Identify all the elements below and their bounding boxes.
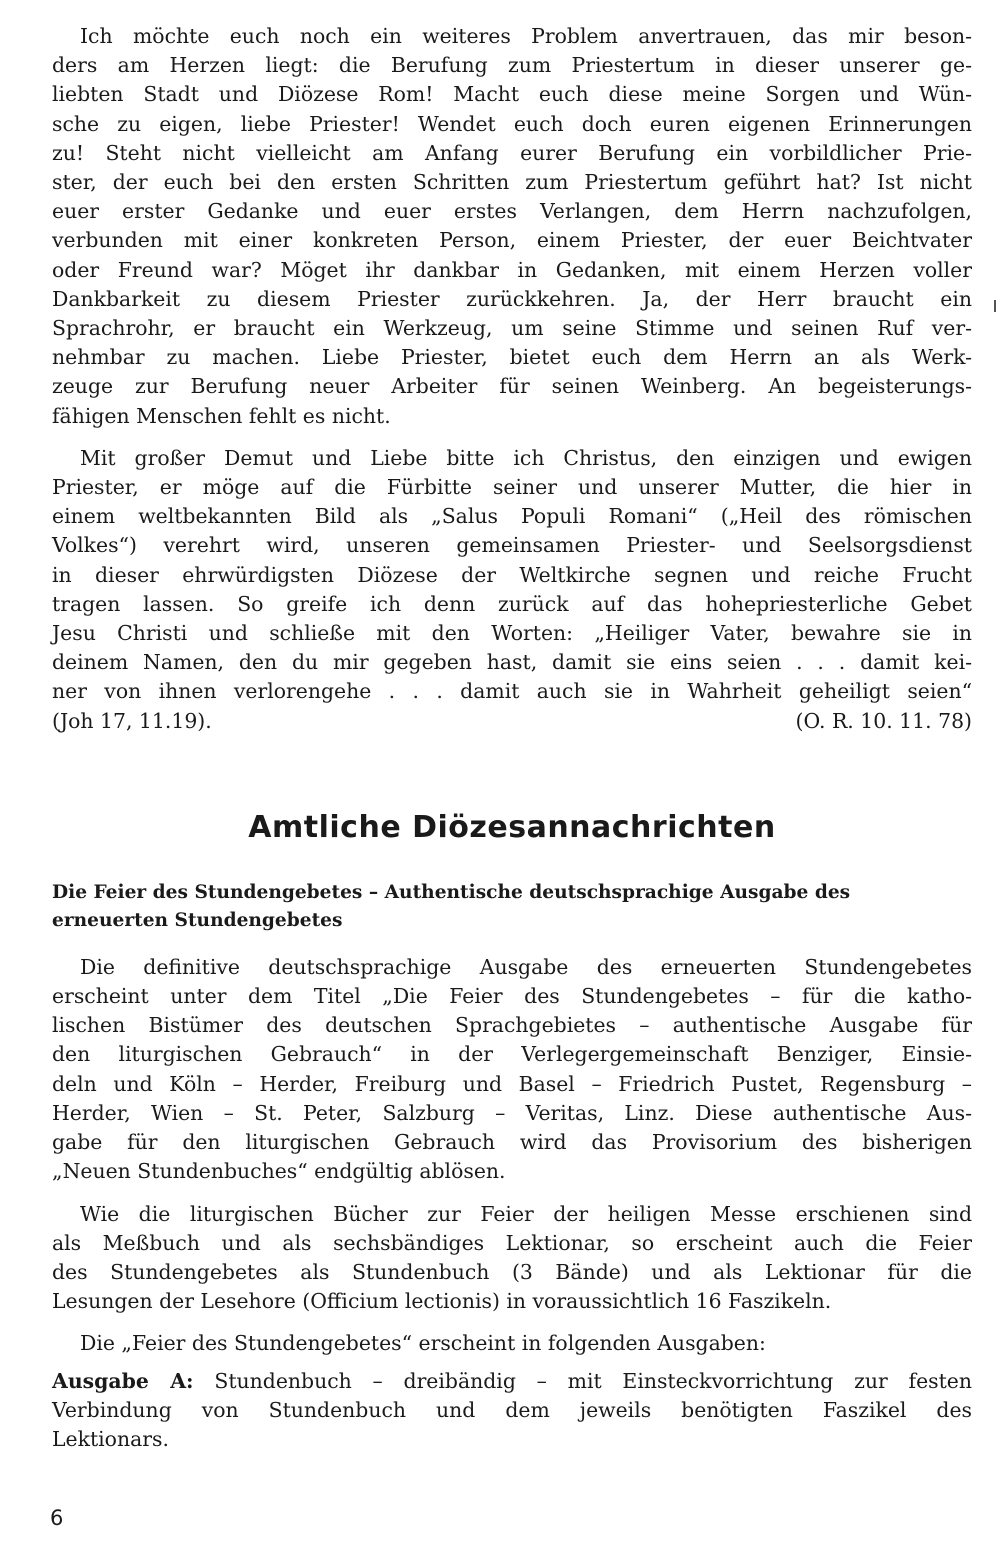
text-line: nehmbar zu machen. Liebe Priester, bietet euch dem Herrn an als Werk- bbox=[52, 345, 972, 370]
text-line: erscheint unter dem Titel „Die Feier des Stundengebetes – für die katho- bbox=[52, 984, 972, 1009]
text-line: Die „Feier des Stundengebetes“ erscheint in folgenden Ausgaben: bbox=[80, 1331, 766, 1356]
text-line: liebten Stadt und Diözese Rom! Macht euch diese meine Sorgen und Wün- bbox=[52, 82, 972, 107]
text-line: deinem Namen, den du mir gegeben hast, damit sie eins seien . . . damit kei- bbox=[52, 650, 972, 675]
text-line: verbunden mit einer konkreten Person, einem Priester, der euer Beichtvater bbox=[52, 228, 972, 253]
text-line: Die definitive deutschsprachige Ausgabe des erneuerten Stundengebetes bbox=[80, 954, 972, 979]
text-line: Sprachrohr, er braucht ein Werkzeug, um seine Stimme und seinen Ruf ver- bbox=[52, 316, 972, 341]
text-line: fähigen Menschen fehlt es nicht. bbox=[52, 403, 391, 428]
paragraph-priesthood-vocation bbox=[52, 22, 972, 431]
paragraph-definitive-edition bbox=[52, 953, 972, 1187]
text-line: Ich möchte euch noch ein weiteres Problem anvertrauen, das mir beson- bbox=[80, 24, 972, 48]
article-subheading bbox=[52, 879, 972, 935]
text-line: gabe für den liturgischen Gebrauch wird das Provisorium des bisherigen bbox=[52, 1130, 972, 1155]
text-line: Mit großer Demut und Liebe bitte ich Christus, den einzigen und ewigen bbox=[80, 445, 972, 470]
text-line: Priester, er möge auf die Fürbitte seiner und unserer Mutter, die hier in bbox=[52, 475, 972, 500]
text-line: Ausgabe A: Stundenbuch – dreibändig – mit Einsteckvorrichtung zur festen bbox=[52, 1368, 972, 1393]
text-line: lischen Bistümer des deutschen Sprachgebietes – authentische Ausgabe für bbox=[52, 1013, 972, 1038]
text-line: „Neuen Stundenbuches“ endgültig ablösen. bbox=[52, 1159, 506, 1184]
section-heading: Amtliche Diözesannachrichten bbox=[248, 809, 776, 845]
text-line: in dieser ehrwürdigsten Diözese der Weltkirche segnen und reiche Frucht bbox=[52, 562, 972, 587]
text-line: sche zu eigen, liebe Priester! Wendet euch doch euren eigenen Erinnerungen bbox=[52, 111, 972, 136]
text-line: des Stundengebetes als Stundenbuch (3 Bände) und als Lektionar für die bbox=[52, 1259, 972, 1284]
text-line: euer erster Gedanke und euer erstes Verlangen, dem Herrn nachzufolgen, bbox=[52, 199, 972, 224]
document-page bbox=[52, 22, 972, 1454]
page-number: 6 bbox=[50, 1506, 64, 1530]
subheading-line: Die Feier des Stundengebetes – Authentische deutschsprachige Ausgabe des bbox=[52, 881, 851, 903]
scan-edge-mark bbox=[994, 300, 996, 312]
text-line: Lektionars. bbox=[52, 1426, 169, 1451]
text-line: einem weltbekannten Bild als „Salus Populi Romani“ („Heil des römischen bbox=[52, 504, 972, 529]
text-line: Volkes“) verehrt wird, unseren gemeinsamen Priester- und Seelsorgsdienst bbox=[52, 533, 972, 558]
text-line: ster, der euch bei den ersten Schritten zum Priestertum geführt hat? Ist nicht bbox=[52, 170, 972, 195]
citation-scripture: (Joh 17, 11.19). bbox=[52, 708, 212, 733]
text-line: Dankbarkeit zu diesem Priester zurückkehren. Ja, der Herr braucht ein bbox=[52, 286, 972, 311]
paragraph-prayer-to-christ bbox=[52, 444, 972, 707]
text-line: Wie die liturgischen Bücher zur Feier der heiligen Messe erschienen sind bbox=[80, 1201, 972, 1226]
edition-label: Ausgabe A: bbox=[52, 1368, 194, 1393]
text-line: Herder, Wien – St. Peter, Salzburg – Veritas, Linz. Diese authentische Aus- bbox=[52, 1100, 972, 1125]
text-line: oder Freund war? Möget ihr dankbar in Gedanken, mit einem Herzen voller bbox=[52, 257, 972, 282]
citation-row bbox=[52, 707, 972, 736]
text-line: den liturgischen Gebrauch“ in der Verlegergemeinschaft Benziger, Einsie- bbox=[52, 1042, 972, 1067]
text-line: zeuge zur Berufung neuer Arbeiter für seinen Weinberg. An begeisterungs- bbox=[52, 374, 972, 399]
subheading-line: erneuerten Stundengebetes bbox=[52, 909, 343, 931]
text-line: deln und Köln – Herder, Freiburg und Basel – Friedrich Pustet, Regensburg – bbox=[52, 1071, 972, 1096]
text-line: als Meßbuch und als sechsbändiges Lektionar, so erscheint auch die Feier bbox=[52, 1230, 972, 1255]
citation-source: (O. R. 10. 11. 78) bbox=[795, 708, 972, 733]
text-line: Verbindung von Stundenbuch und dem jeweils benötigten Faszikel des bbox=[52, 1397, 972, 1422]
text-line: zu! Steht nicht vielleicht am Anfang eurer Berufung ein vorbildlicher Prie- bbox=[52, 140, 972, 165]
paragraph-editions-intro bbox=[52, 1329, 972, 1358]
text-line: tragen lassen. So greife ich denn zurück auf das hohepriesterliche Gebet bbox=[52, 591, 972, 616]
paragraph-ausgabe-a bbox=[52, 1367, 972, 1455]
text-line: ner von ihnen verlorengehe . . . damit auch sie in Wahrheit geheiligt seien“ bbox=[52, 679, 972, 704]
text-line: ders am Herzen liegt: die Berufung zum Priestertum in dieser unserer ge- bbox=[52, 53, 972, 78]
text-line: Jesu Christi und schließe mit den Worten: „Heiliger Vater, bewahre sie in bbox=[52, 621, 972, 646]
text-line: Lesungen der Lesehore (Officium lectionis) in voraussichtlich 16 Faszikeln. bbox=[52, 1289, 832, 1314]
paragraph-liturgical-books bbox=[52, 1200, 972, 1317]
